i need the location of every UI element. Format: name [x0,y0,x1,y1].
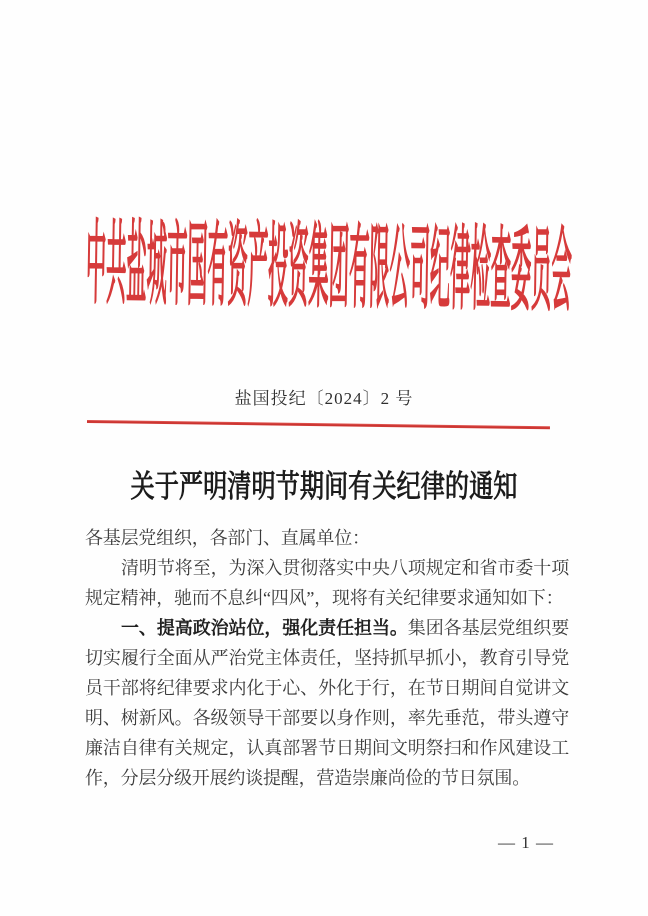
salutation-line: 各基层党组织，各部门、直属单位： [85,528,370,548]
section-one-paragraph [85,613,569,793]
page-number: — 1 — [498,833,554,852]
document-title: 关于严明清明节期间有关纪律的通知 [130,469,518,504]
section-one-heading: 一、提高政治站位，强化责任担当。 [121,618,408,638]
red-header-org-name: 中共盐城市国有资产投资集团有限公司纪律检查委员会 [85,213,573,323]
document-body [85,523,569,793]
document-number: 盐国投纪〔2024〕2 号 [234,389,414,408]
section-one-body: 集团各基层党组织要切实履行全面从严治党主体责任，坚持抓早抓小，教育引导党员干部将纪律要求内化于心、外化于行，在节日期间自觉讲文明、树新风。各级领导干部要以身作则，率先垂范，带头遵守廉洁自律有关规定，认真部署节日期间文明祭扫和作风建设工作，分层分级开展约谈提醒，营造崇廉尚俭的节日氛围。 [85,618,569,788]
red-divider-line [87,420,550,429]
intro-paragraph: 清明节将至，为深入贯彻落实中央八项规定和省市委十项规定精神，驰而不息纠“四风”，现将有关纪律要求通知如下： [85,558,569,608]
document-title-container [0,461,648,506]
